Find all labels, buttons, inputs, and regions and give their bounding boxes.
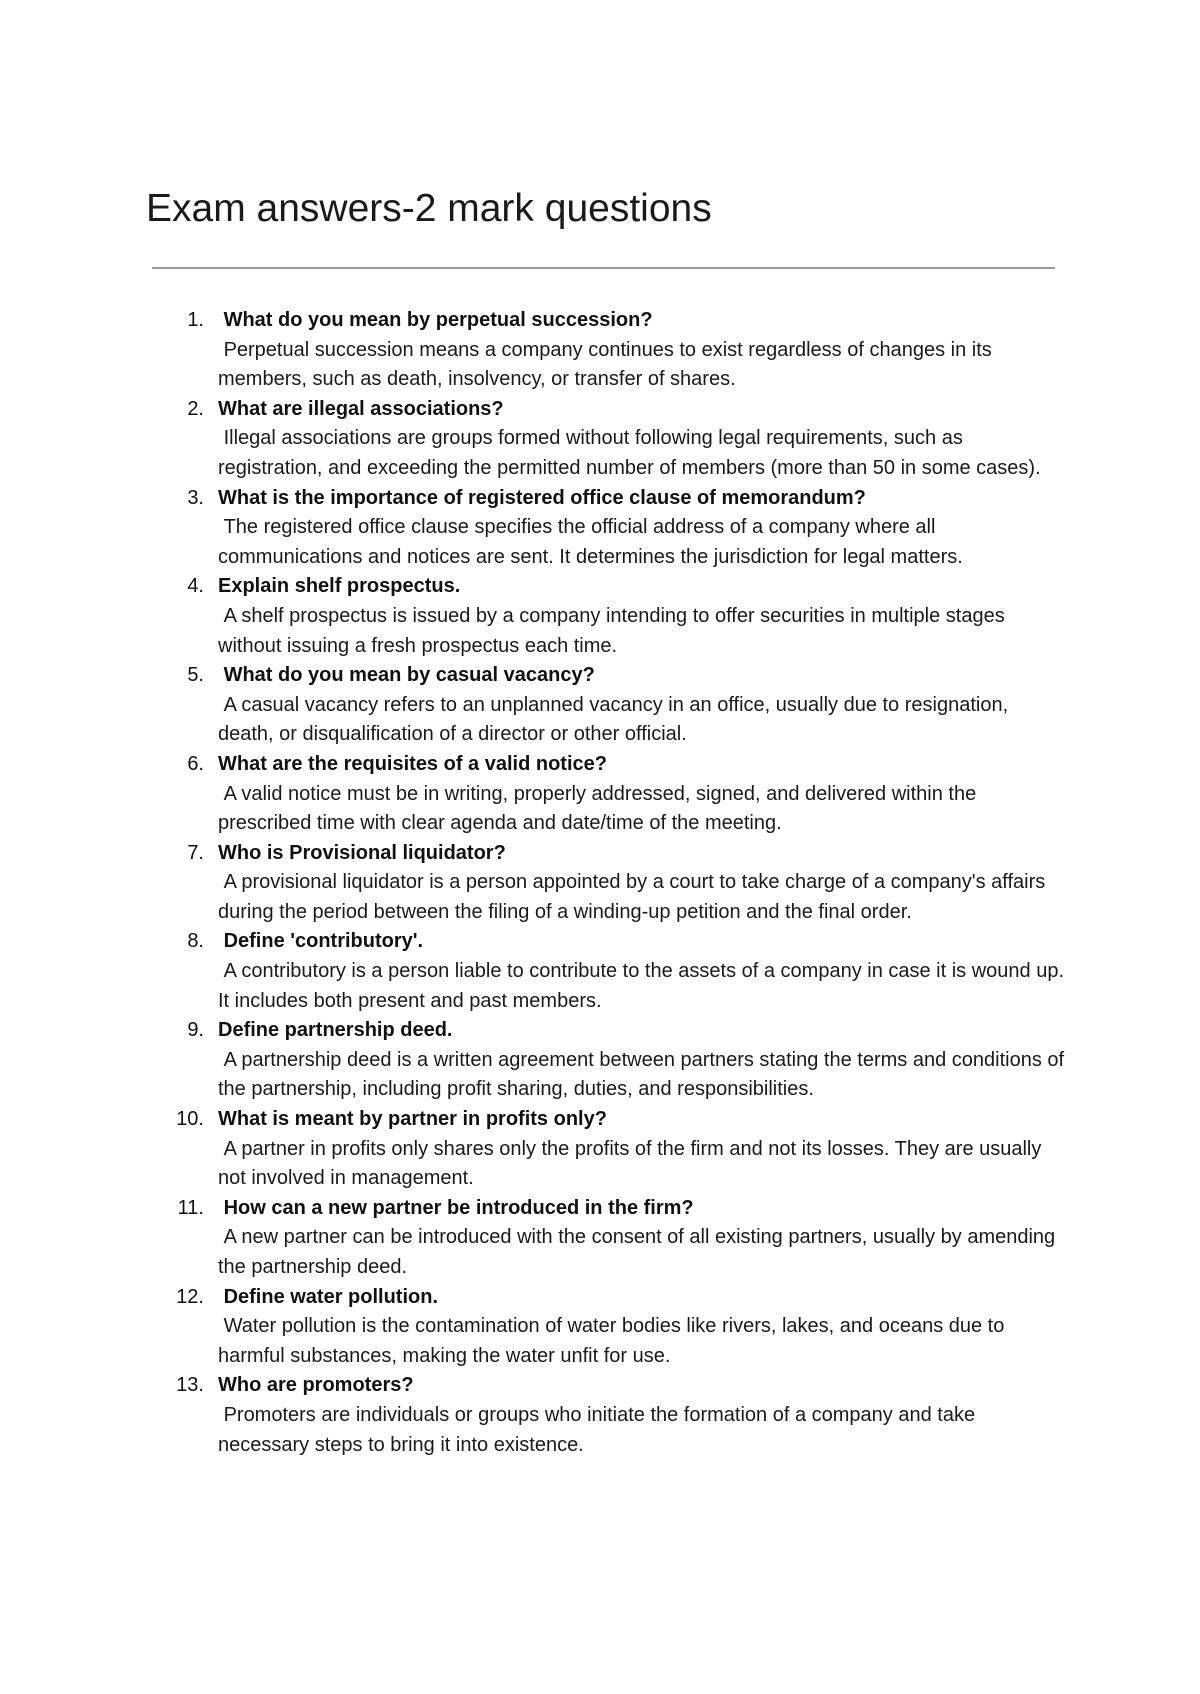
answer-text: A partnership deed is a written agreement between partners stating the terms and conditions of the partnership, including profit sharing, duties, and responsibilities. xyxy=(218,1048,1070,1101)
answer-text: A valid notice must be in writing, properly addressed, signed, and delivered within the prescribed time with clear agenda and date/time of the meeting. xyxy=(218,782,982,835)
question-item xyxy=(0,572,1200,661)
question-number: 7. xyxy=(187,841,204,864)
question-text: How can a new partner be introduced in the firm? xyxy=(218,1196,694,1219)
page-title: Exam answers-2 mark questions xyxy=(146,187,712,230)
question-number: 5. xyxy=(187,664,204,687)
question-text: Who are promoters? xyxy=(218,1374,414,1397)
question-text: What are the requisites of a valid notice? xyxy=(218,752,607,775)
question-text: Define partnership deed. xyxy=(218,1019,453,1042)
question-text: Explain shelf prospectus. xyxy=(218,575,461,598)
answer-text: Perpetual succession means a company continues to exist regardless of changes in its members, such as death, insolvency, or transfer of shares. xyxy=(218,338,998,391)
question-text: What are illegal associations? xyxy=(218,397,504,420)
question-item xyxy=(0,306,1200,395)
question-number: 11. xyxy=(177,1196,204,1219)
question-text: What do you mean by casual vacancy? xyxy=(218,664,595,687)
question-item xyxy=(0,1105,1200,1194)
question-item xyxy=(0,1016,1200,1105)
question-list xyxy=(0,306,1200,1460)
question-text: Define water pollution. xyxy=(218,1285,439,1308)
answer-text: A shelf prospectus is issued by a company intending to offer securities in multiple stages without issuing a fresh prospectus each time. xyxy=(218,604,1011,657)
answer-text: Illegal associations are groups formed without following legal requirements, such as registration, and exceeding the permitted number of members (more than 50 in some cases). xyxy=(218,427,1041,479)
answer-text: A provisional liquidator is a person appointed by a court to take charge of a company's affairs during the period between the filing of a winding-up petition and the final order. xyxy=(218,871,1051,923)
answer-text: The registered office clause specifies the official address of a company where all communications and notices are sent. It determines the jurisdiction for legal matters. xyxy=(218,516,963,568)
question-item xyxy=(0,395,1200,484)
question-number: 3. xyxy=(187,486,204,509)
answer-text: A casual vacancy refers to an unplanned vacancy in an office, usually due to resignation, death, or disqualification of a director or other official. xyxy=(218,693,1014,746)
question-number: 4. xyxy=(187,575,204,598)
question-text: Who is Provisional liquidator? xyxy=(218,841,506,864)
answer-text: A contributory is a person liable to contribute to the assets of a company in case it is wound up. It includes both present and past members. xyxy=(218,960,1070,1012)
question-item xyxy=(0,484,1200,573)
question-item xyxy=(0,1283,1200,1372)
question-text: What is the importance of registered office clause of memorandum? xyxy=(218,486,866,509)
question-text: Define 'contributory'. xyxy=(218,930,424,953)
question-number: 1. xyxy=(187,309,204,331)
question-item xyxy=(0,661,1200,750)
question-text: What is meant by partner in profits only? xyxy=(218,1108,607,1131)
question-number: 10. xyxy=(176,1108,204,1131)
answer-text: Promoters are individuals or groups who initiate the formation of a company and take necessary steps to bring it into existence. xyxy=(218,1403,981,1456)
answer-text: A partner in profits only shares only the profits of the firm and not its losses. They are usually not involved in management. xyxy=(218,1137,1047,1190)
question-text: What do you mean by perpetual succession? xyxy=(218,309,653,331)
question-number: 9. xyxy=(187,1019,204,1042)
question-item xyxy=(0,1194,1200,1283)
question-number: 8. xyxy=(187,930,204,953)
question-number: 12. xyxy=(176,1285,204,1308)
question-number: 13. xyxy=(176,1374,204,1397)
answer-text: A new partner can be introduced with the consent of all existing partners, usually by amending the partnership deed. xyxy=(218,1226,1061,1278)
question-number: 6. xyxy=(187,752,204,775)
answer-text: Water pollution is the contamination of water bodies like rivers, lakes, and oceans due to harmful substances, making the water unfit for use. xyxy=(218,1315,1010,1367)
question-item xyxy=(0,927,1200,1016)
question-item xyxy=(0,1371,1200,1460)
question-item xyxy=(0,839,1200,928)
title-divider xyxy=(152,267,1055,269)
question-item xyxy=(0,750,1200,839)
question-number: 2. xyxy=(187,397,204,420)
